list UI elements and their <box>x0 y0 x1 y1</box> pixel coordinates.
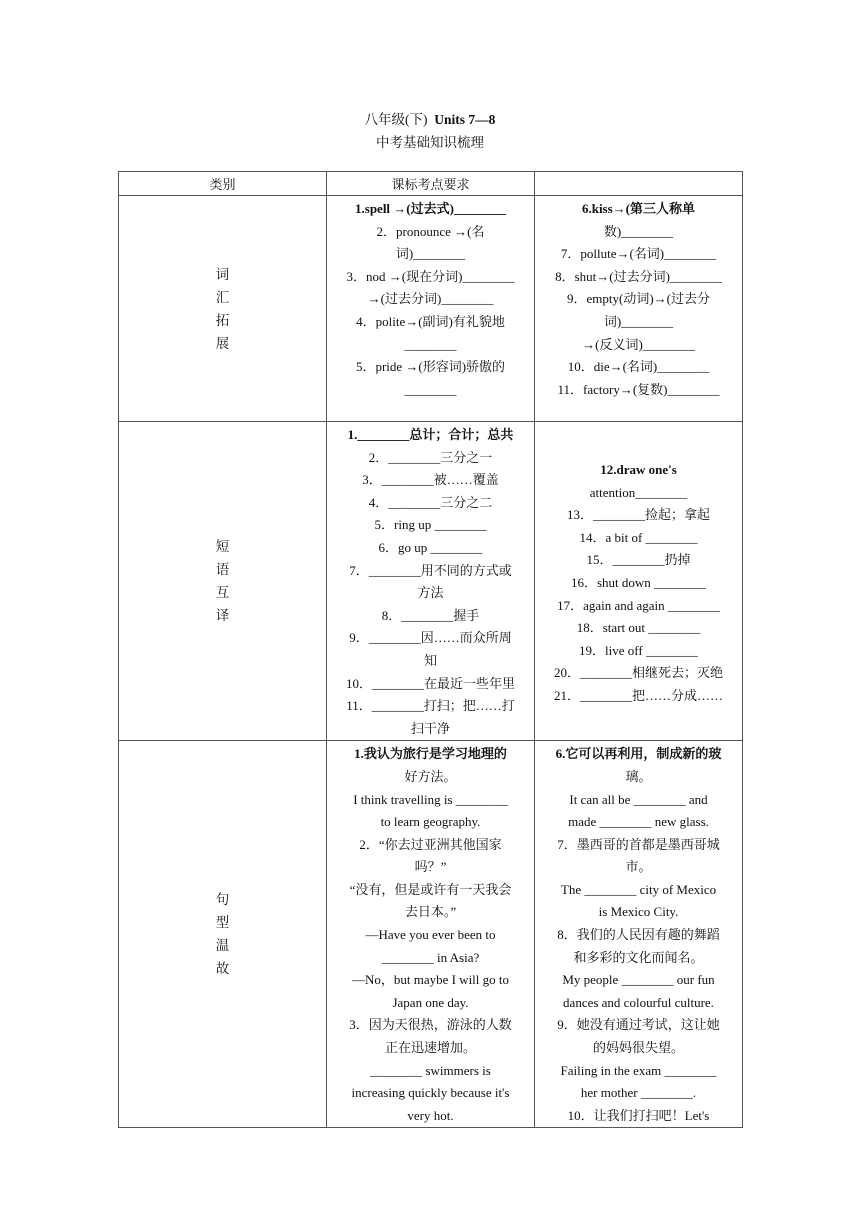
list-item: 16．shut down ________ <box>570 574 707 590</box>
list-item: 2．pronounce →(名 <box>376 223 485 239</box>
phrases-left-cell <box>327 422 535 741</box>
list-item: 词)________ <box>603 313 674 329</box>
list-item: dances and colourful culture. <box>563 994 714 1010</box>
list-item: —Have you ever been to <box>365 927 496 943</box>
list-item: The ________ city of Mexico <box>560 881 717 897</box>
list-item: very hot. <box>407 1107 454 1123</box>
list-item: 知 <box>423 652 437 668</box>
list-item: her mother ________. <box>580 1085 697 1101</box>
list-item: Japan one day. <box>392 994 469 1010</box>
list-item: 好方法。 <box>404 768 457 784</box>
list-item: 2．________三分之一 <box>368 449 493 465</box>
title-units: Units 7—8 <box>434 112 496 127</box>
list-item: is Mexico City. <box>598 904 679 920</box>
list-item: 7．pollute→(名词)________ <box>560 246 717 262</box>
vocabulary-left-cell <box>327 196 535 422</box>
list-item: 6.它可以再利用，制成新的玻 <box>555 746 722 762</box>
list-item: attention________ <box>589 484 688 500</box>
list-item: 6.kiss→(第三人称单 <box>581 201 696 216</box>
list-item: 12.draw one's <box>600 462 677 477</box>
sentences-left-cell <box>327 741 535 1128</box>
list-item: increasing quickly because it's <box>351 1085 510 1101</box>
list-item: 市。 <box>625 859 652 875</box>
table-header-row <box>119 172 743 196</box>
list-item: 4．________三分之二 <box>368 494 493 510</box>
list-item: 8．我们的人民因有趣的舞蹈 <box>557 927 720 943</box>
list-item: My people ________ our fun <box>562 972 715 988</box>
list-item: ________ <box>404 381 457 397</box>
list-item: 7．墨西哥的首都是墨西哥城 <box>557 836 720 852</box>
list-item: made ________ new glass. <box>568 814 709 830</box>
list-item: 8．________握手 <box>381 607 480 623</box>
list-item: 3．因为天很热，游泳的人数 <box>349 1017 512 1033</box>
list-item: 9．她没有通过考试，这让她 <box>557 1017 720 1033</box>
header-category: 类别 <box>119 172 327 196</box>
list-item: 3．________被……覆盖 <box>362 472 499 488</box>
list-item: 11．________打扫；把……打 <box>346 698 515 714</box>
list-item: 6．go up ________ <box>378 539 483 555</box>
list-item: —No，but maybe I will go to <box>351 972 510 988</box>
list-item: to learn geography. <box>380 814 481 830</box>
category-vocabulary: 词 汇 拓 展 <box>119 196 327 422</box>
list-item: 方法 <box>417 585 444 601</box>
knowledge-table <box>118 171 743 1128</box>
list-item: 1.________总计；合计；总共 <box>347 427 514 442</box>
list-item: 吗？” <box>414 859 447 875</box>
vocabulary-right-cell <box>535 196 743 422</box>
list-item: 10．die→(名词)________ <box>567 359 710 375</box>
phrases-right-cell <box>535 422 743 741</box>
list-item: ________ <box>404 336 457 352</box>
sentences-right-cell <box>535 741 743 1128</box>
list-item: I think travelling is ________ <box>353 791 508 807</box>
list-item: 17．again and again ________ <box>557 597 720 613</box>
table-row-sentences <box>119 741 743 1128</box>
list-item: →(过去分词)________ <box>367 291 494 307</box>
table-row-vocabulary <box>119 196 743 422</box>
list-item: ________ swimmers is <box>370 1062 491 1078</box>
category-phrases: 短 语 互 译 <box>119 422 327 741</box>
list-item: 21．________把……分成…… <box>553 687 723 703</box>
list-item: ________ in Asia? <box>381 949 480 965</box>
list-item: 5．ring up ________ <box>374 517 487 533</box>
list-item: 18．start out ________ <box>576 620 701 636</box>
page-subtitle: 中考基础知识梳理 <box>376 135 484 150</box>
list-item: 8．shut→(过去分词)________ <box>555 268 722 284</box>
header-blank <box>535 172 743 196</box>
list-item: 15．________扔掉 <box>586 552 691 568</box>
list-item: 璃。 <box>625 768 652 784</box>
list-item: 3．nod →(现在分词)________ <box>346 268 515 284</box>
list-item: Failing in the exam ________ <box>560 1062 717 1078</box>
list-item: It can all be ________ and <box>569 791 708 807</box>
list-item: 14．a bit of ________ <box>579 529 698 545</box>
list-item: 的妈妈很失望。 <box>592 1040 684 1056</box>
list-item: 正在迅速增加。 <box>384 1040 476 1056</box>
list-item: 和多彩的文化而闻名。 <box>573 949 704 965</box>
title-cn: 八年级(下) <box>364 112 428 127</box>
list-item: 词)________ <box>395 246 466 262</box>
list-item: 2．“你去过亚洲其他国家 <box>359 836 502 852</box>
list-item: 13．________捡起；拿起 <box>566 507 710 523</box>
list-item: “没有，但是或许有一天我会 <box>349 881 512 897</box>
list-item: 5．pride →(形容词)骄傲的 <box>355 359 506 375</box>
category-sentences: 句 型 温 故 <box>119 741 327 1128</box>
page-title <box>0 108 860 128</box>
list-item: 7．________用不同的方式或 <box>349 562 512 578</box>
list-item: 10．________在最近一些年里 <box>345 675 515 691</box>
list-item: 9．empty(动词)→(过去分 <box>567 291 710 307</box>
list-item: →(反义词)________ <box>582 336 695 352</box>
table-row-phrases <box>119 422 743 741</box>
list-item: 20．________相继死去；灭绝 <box>553 665 723 681</box>
list-item: 11．factory→(复数)________ <box>557 381 720 397</box>
header-requirements: 课标考点要求 <box>327 172 535 196</box>
list-item: 4．polite→(副词)有礼貌地 <box>356 313 505 329</box>
list-item: 1.spell →(过去式)________ <box>355 201 506 216</box>
list-item: 扫干净 <box>410 720 450 736</box>
list-item: 10．让我们打扫吧！Let's <box>567 1107 710 1123</box>
list-item: 数)________ <box>603 223 674 239</box>
list-item: 9．________因……而众所周 <box>349 630 512 646</box>
list-item: 1.我认为旅行是学习地理的 <box>354 746 507 762</box>
list-item: 19．live off ________ <box>579 642 698 658</box>
list-item: 去日本。” <box>404 904 457 920</box>
